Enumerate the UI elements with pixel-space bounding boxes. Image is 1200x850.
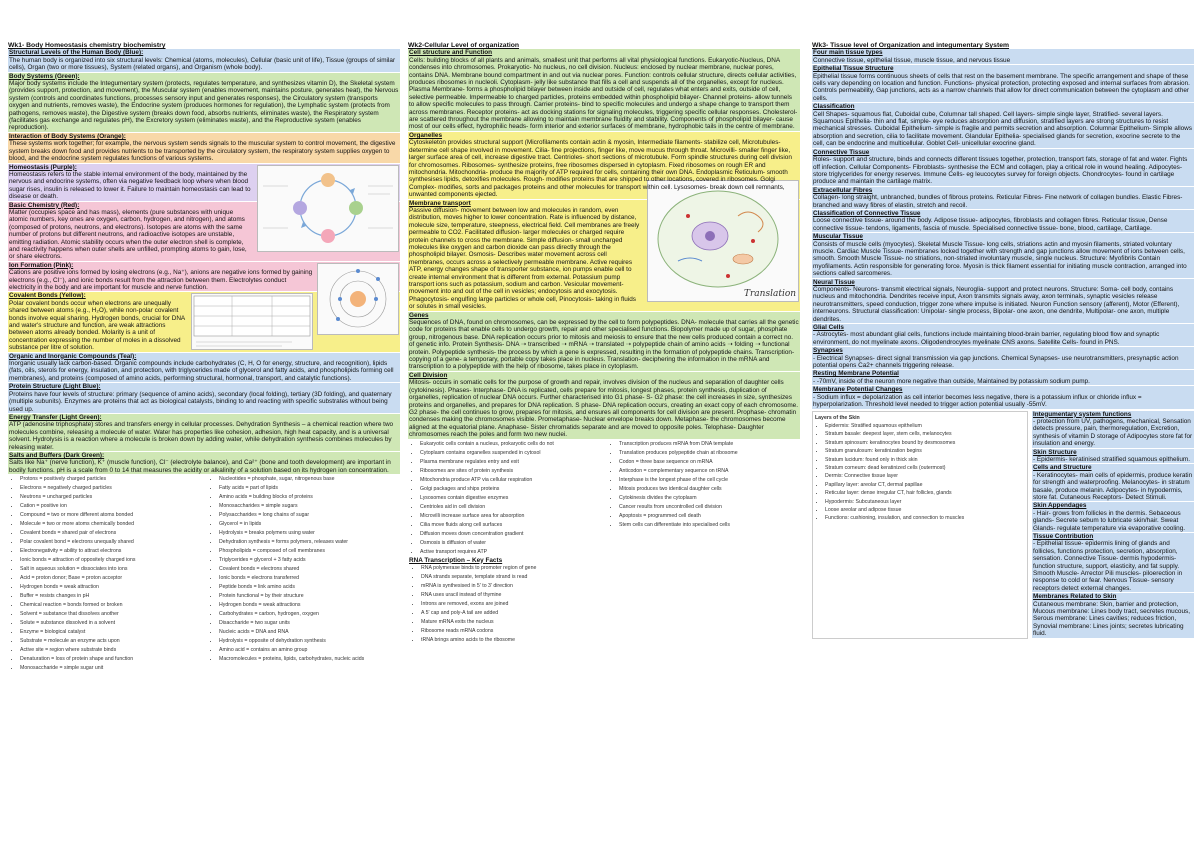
- week2-facts-left: [408, 440, 601, 557]
- list-item: • Reticular layer: dense irregular CT, hair follicles, glands: [825, 489, 1025, 497]
- section-heading: Neural Tissue: [813, 278, 855, 286]
- section-heading: Integumentary system functions: [1033, 410, 1132, 418]
- list-item: • RNA polymerase binds to promoter region of gene: [421, 564, 799, 573]
- list-item: • Mitochondria produce ATP via cellular respiration: [420, 476, 601, 485]
- list-item: • Active transport requires ATP: [420, 548, 601, 557]
- list-item: • Hypodermis: Subcutaneous layer: [825, 498, 1025, 506]
- section-four-main-tissue-types: [812, 49, 1194, 64]
- section-organic-and-inorganic-compounds-teal: [8, 353, 400, 383]
- section-text: Cytoskeleton provides structural support (Microfilaments contain actin & myosin, Intermediate filaments- stabilize cell, Microtubules- determine cell shape involved in movement. Cilia- fine projections, finger like, move mucus through throat. Microvilli- smaller finger like, larger surface area of cell, increase digestive tract. Centrioles- short sections of microtubule. Form spindle structures during cell division for chromosomes. Ribosomes- synthesize proteins, free ribosomes dispersed in cytoplasm. Fixed ribosomes on rough ER and mitochondria. Mitochondria- produce the majority of ATP required for cells, containing their own DNA. Endoplasmic Reticulum- smooth synthesises lipids, detoxifies molecules. Rough- modifies proteins that are shipped to other locations, covered in ribosomes. Golgi Complex- modifies, sorts and packages proteins and other molecules for transport within cell. Lysosomes- break down cell remnants, unwanted components ejected.: [409, 139, 792, 199]
- list-item: • tRNA brings amino acids to the ribosome: [421, 636, 799, 645]
- list-item: • Microvilli increase surface area for absorption: [420, 512, 601, 521]
- section-glial-cells: [812, 324, 1194, 346]
- section-heading: Cells and Structure: [1033, 464, 1092, 472]
- list-item: • Active site = region where substrate binds: [20, 646, 201, 655]
- rna-transcription-box: [408, 557, 800, 645]
- list-item: • Triglycerides = glycerol + 3 fatty acids: [219, 556, 400, 565]
- section-heading: Ion Formation (Pink):: [9, 261, 74, 269]
- week3-title: Wk3- Tissue level of Organization and integumentary System: [812, 42, 1010, 49]
- list-item: • Buffer = resists changes in pH: [20, 592, 201, 601]
- week1-title: Wk1- Body Homeostasis chemistry biochemistry: [8, 42, 166, 49]
- skin-layers-figure: [812, 411, 1028, 639]
- list-item: • Cancer results from uncontrolled cell division: [619, 503, 800, 512]
- list-item: • Acid = proton donor; Base = proton acceptor: [20, 574, 201, 583]
- list-item: • Salt in aqueous solution = dissociates into ions: [20, 565, 201, 574]
- week2-facts-right: [607, 440, 800, 557]
- section-membrane-transport: [408, 200, 800, 311]
- list-item: • Molecule = two or more atoms chemically bonded: [20, 520, 201, 529]
- list-item: • Hydrogen bonds = weak attractions: [219, 601, 400, 610]
- section-body-systems-green: [8, 73, 400, 132]
- list-item: • Nucleotides = phosphate, sugar, nitrogenous base: [219, 475, 400, 484]
- section-text: - Hair- grows from follicles in the dermis. Sebaceous glands- Secrete sebum to lubricate skin/hair. Sweat Glands- regulate temperature via evaporative cooling.: [1033, 509, 1186, 532]
- section-heading: Genes: [409, 311, 429, 319]
- week2-sections: [408, 49, 800, 438]
- section-text: Proteins have four levels of structure: primary (sequence of amino acids), secondary (local folding), tertiary (3D folding), and quaternary (multiple subunits). Enzymes are proteins that act as biological catalysts, binding to and reacting with specific substrates without being used up.: [9, 390, 392, 413]
- list-item: • Cilia move fluids along cell surfaces: [420, 521, 601, 530]
- section-text: The human body is organized into six structural levels: Chemical (atoms, molecules), Cellular (basic unit of life), Tissue (groups of similar cells), Organ (two or more tissues), System (related organs), and Organism (whole body).: [9, 56, 396, 72]
- section-integumentary-system-functions: [1032, 411, 1194, 448]
- list-item: • Ionic bonds = attraction of oppositely charged ions: [20, 556, 201, 565]
- section-heading: Organic and Inorganic Compounds (Teal):: [9, 352, 137, 360]
- list-item: • Mature mRNA exits the nucleus: [421, 618, 799, 627]
- section-heading: Membranes Related to Skin: [1033, 593, 1117, 601]
- list-item: • Hydrolysis = breaks polymers using water: [219, 529, 400, 538]
- list-item: • Anticodon = complementary sequence on tRNA: [619, 467, 800, 476]
- list-item: • Mitosis produces two identical daughter cells: [619, 485, 800, 494]
- list-item: • Transcription produces mRNA from DNA template: [619, 440, 800, 449]
- list-item: • Neutrons = uncharged particles: [20, 493, 201, 502]
- list-item: • Covalent bonds = shared pair of electrons: [20, 529, 201, 538]
- section-text: Mitosis- occurs in somatic cells for the purpose of growth and repair, involves division of the nucleus and separation of daughter cells (cytokinesis). Phases- Interphase- DNA is replicated, cells prepare for mitosis, longest phases, protein synthesis, duplication of organelles, replication of nuclear DNA occurs. Further characterised into G1 phase- S- G2 phase: the cell increases in size, synthesizes proteins and organelles, and prepares for DNA replication. S phase- DNA replication occurs, creating an exact copy of each chromosome. G2 phase- the cell continues to grow, prepares for mitosis, and ensures all components for cell division are present. Prophase- chromatin condenses making the chromosomes visible. Prometaphase- Nuclear envelope breaks down. Metaphase- the chromosomes become aligned at the equatorial plane. Anaphase- Sister chromatids separate and are moved to opposite poles. Telophase- Daughter chromosomes reach the poles and form two new nuclei.: [409, 379, 798, 439]
- list-item: • Apoptosis = programmed cell death: [619, 512, 800, 521]
- section-homeostasis-purple: [8, 164, 400, 201]
- list-item: • Compound = two or more different atoms bonded: [20, 511, 201, 520]
- section-organelles: [408, 132, 800, 199]
- section-connective-tissue: [812, 149, 1194, 186]
- section-heading: Connective Tissue: [813, 148, 870, 156]
- section-resting-membrane-potential: [812, 370, 1194, 385]
- section-heading: Skin Structure: [1033, 448, 1077, 456]
- section-heading: Covalent Bonds (Yellow):: [9, 292, 86, 300]
- section-heading: Body Systems (Green):: [9, 72, 80, 80]
- section-neural-tissue: [812, 279, 1194, 323]
- section-text: Homeostasis refers to the stable internal environment of the body, maintained by the nervous and endocrine systems, often via negative feedback loop where when blood sugar rises, insulin is released to lower it. Failure to maintain homeostasis can lead to disease or death.: [9, 170, 251, 201]
- list-item: • Codon = three base sequence on mRNA: [619, 458, 800, 467]
- section-text: - Epithelial tissue- epidermis lining of glands and follicles, functions protection, secretion, absorption, sensation. Connective Tissue- dermis hypodermis- function structure, support, elasticity, and fat supply. Smooth Muscle- Arrector Pili muscles- piloerection in response to cold or fear. Nervous Tissue- sensory receptors detect external changes.: [1033, 540, 1183, 592]
- list-item: • Cytoplasm contains organelles suspended in cytosol: [420, 449, 601, 458]
- rna-transcription-list: [409, 564, 799, 645]
- section-text: Cations are positive ions formed by losing electrons (e.g., Na⁺), anions are negative ions formed by gaining electrons (e.g., Cl⁻), and ionic bonds result from the attraction between them. Electrolytes conduct electricity in the body and are important for muscle and nerve function.: [9, 269, 313, 291]
- section-text: Collagen- long straight, unbranched, bundles of fibrous proteins. Reticular Fibres- Fine network of collagen bundles. Elastic Fibres- branched and wavy fibres of elastin, stretch and recoil.: [813, 194, 1183, 209]
- section-epithelial-tissue-structure: [812, 65, 1194, 102]
- atom-diagram: [317, 263, 399, 335]
- section-membranes-related-to-skin: [1032, 593, 1194, 637]
- list-item: • Nucleic acids = DNA and RNA: [219, 628, 400, 637]
- section-heading: Classification of Connective Tissue: [813, 209, 921, 217]
- list-item: • Cation = positive ion: [20, 502, 201, 511]
- skin-block: [812, 411, 1194, 639]
- list-item: • Hydrolysis = opposite of dehydration synthesis: [219, 637, 400, 646]
- section-heading: Energy Transfer (Light Green):: [9, 413, 102, 421]
- section-heading: Skin Appendages: [1033, 502, 1087, 510]
- list-item: • Epidermis: Stratified squamous epithelium: [825, 422, 1025, 430]
- week1-sections: [8, 49, 400, 474]
- week1-definition-lists: [8, 475, 400, 673]
- section-text: Epithelial tissue forms continuous sheets of cells that rest on the basement membrane. The specific arrangement and shape of these cells vary depending on location and function. Functions- physical protection, protecting exposed and internal surfaces from abrasion. Controls permeability, Gap junctions, acts as a narrow channels that allow for direct communication between the cytoplasm and other cells.: [813, 72, 1190, 102]
- list-item: • Protons = positively charged particles: [20, 475, 201, 484]
- section-text: - -70mV, inside of the neuron more negative than outside, Maintained by potassium sodium pump.: [813, 377, 1090, 385]
- section-heading: Basic Chemistry (Red):: [9, 201, 80, 209]
- list-item: • Carbohydrates = carbon, hydrogen, oxygen: [219, 610, 400, 619]
- list-item: • Stratum basale: deepest layer, stem cells, melanocytes: [825, 430, 1025, 438]
- list-item: • mRNA is synthesised in 5' to 3' direction: [421, 582, 799, 591]
- list-item: • Stratum corneum: dead keratinized cells (outermost): [825, 464, 1025, 472]
- week2-title: Wk2-Cellular Level of organization: [408, 42, 520, 49]
- section-heading: Membrane transport: [409, 199, 471, 207]
- section-heading: Cell structure and Function: [409, 49, 493, 57]
- skin-figure-title: Layers of the Skin: [815, 414, 860, 421]
- section-muscular-tissue: [812, 233, 1194, 277]
- list-item: • Cytokinesis divides the cytoplasm: [619, 494, 800, 503]
- list-item: • Disaccharide = two sugar units: [219, 619, 400, 628]
- list-item: • Monosaccharide = simple sugar unit: [20, 664, 201, 673]
- column-week3: [812, 42, 1194, 842]
- section-text: - Keratinocytes- main cells of epidermis, produce keratin for strength and waterproofing. Melanocytes- in stratum basale, produce melanin. Adipocytes- in hypodermis, store fat. Cutaneous Receptors- Detect Stimuli.: [1033, 471, 1193, 501]
- section-protein-structure-light-blue: [8, 383, 400, 413]
- section-text: ATP (adenosine triphosphate) stores and transfers energy in cellular processes. Dehydration Synthesis – a chemical reaction where two molecules combine, releasing a molecule of water. Water has properties like cohesion, adhesion, high heat capacity, and is a universal solvent. Hydrolysis is a reaction where a molecule is broken down by adding water, while dehydration synthesis combines molecules by releasing water.: [9, 421, 394, 451]
- section-extracellular-fibres: [812, 187, 1194, 209]
- section-heading: Membrane Potential Changes: [813, 386, 903, 394]
- section-text: - protection from UV, pathogens, mechanical, Sensation detects pressure, pain, thermoregulation, Excretion, synthesis of vitamin D storage of Adipocytes store fat for insulation and energy.: [1033, 417, 1193, 448]
- list-item: • Hydrogen bonds = weak attraction: [20, 583, 201, 592]
- section-classification-of-connective-tissue: [812, 210, 1194, 232]
- list-item: • Centrioles aid in cell division: [420, 503, 601, 512]
- list-item: • Substrate = molecule an enzyme acts upon: [20, 637, 201, 646]
- section-membrane-potential-changes: [812, 386, 1194, 408]
- list-item: • Polar covalent bond = electrons unequally shared: [20, 538, 201, 547]
- section-heading: Structural Levels of the Human Body (Blue):: [9, 49, 144, 57]
- section-heading: Protein Structure (Light Blue):: [9, 383, 101, 391]
- translation-cell-diagram: [647, 180, 799, 302]
- column-week1: [8, 42, 400, 842]
- section-heading: Epithelial Tissue Structure: [813, 65, 894, 73]
- section-structural-levels-of-the-human-body-blue: [8, 49, 400, 71]
- section-text: - Astrocytes- most abundant glial cells, functions include maintaining blood-brain barrier, regulating blood flow and synaptic environment, do not myelinate axons. Oligodendrocytes myelinate CNS axons. Satellite Cells- found in PNS.: [813, 331, 1160, 346]
- section-skin-structure: [1032, 449, 1194, 464]
- list-item: • Monosaccharides = simple sugars: [219, 502, 400, 511]
- list-item: • Covalent bonds = electrons shared: [219, 565, 400, 574]
- section-heading: Resting Membrane Potential: [813, 370, 899, 378]
- section-cells-and-structure: [1032, 464, 1194, 501]
- section-text: Matter (occupies space and has mass), elements (pure substances with unique atomic numbers, key ones are oxygen, carbon, hydrogen, and nitrogen), and atoms (composed of protons, neutrons, and electrons). Isotopes are atoms with the same number of protons but different neutrons, and radioactive isotopes are unstable, emitting radiation. Atomic stability occurs when the outer electron shell is complete, and reactivity happens when outer shells are unfilled, prompting atoms to gain, lose, or share electrons.: [9, 208, 247, 261]
- section-text: - Epidermis- keratinised stratified squamous epithelium.: [1033, 455, 1190, 463]
- week3-sections: [812, 49, 1194, 408]
- rna-transcription-heading: RNA Transcription – Key Facts: [409, 556, 503, 564]
- list-item: • DNA strands separate, template strand is read: [421, 573, 799, 582]
- list-item: • Functions: cushioning, insulation, and connection to muscles: [825, 514, 1025, 522]
- section-heading: Cell Division: [409, 371, 448, 379]
- section-heading: Organelles: [409, 131, 443, 139]
- section-classification: [812, 103, 1194, 147]
- list-item: • Golgi packages and ships proteins: [420, 485, 601, 494]
- list-item: • Enzyme = biological catalyst: [20, 628, 201, 637]
- section-synapses: [812, 347, 1194, 369]
- list-item: • Electrons = negatively charged particles: [20, 484, 201, 493]
- section-text: Sequences of DNA, found on chromosomes, can be expressed by the cell to form polypeptides. DNA- molecule that carries all the genetic code for proteins that enable cells to undergo growth, repair and other specialised functions. Biopolymer made up of sugar, phosphate group, nitrogenous base. DNA replication occurs prior to mitosis and meiosis to ensure that the new cells produced contain a correct no. of genetic info. Protein Synthesis- DNA ➝ transcribed ➝ mRNA ➝ translated ➝ polypeptide chain of amino acids ➝ folding ➝ functional protein. Polypeptide synthesis- the process by which a gene is expressed, resulting in the formation of polypeptide chains. Transcription- copying of a gene- a temporary, portable copy takes place in nucleus. Translation- deciphering the information in the mRNA and transcription to a polypeptide with the help of ribosome, takes place in cytoplasm.: [409, 319, 799, 371]
- section-heading: Homeostasis (Purple):: [9, 163, 77, 171]
- section-text: Roles- support and structure, binds and connects different tissues together, protection, transport fats, storage of fat and water. Fights off infection. Cellular Components- Fibroblasts- synthesise the ECM and collagen, play a critical role in wound healing. Adipocytes- store triglycerides for energy reserves. Immune Cells- eg leucocytes survey for foreign objects. Chondrocytes- found in cartilage produce and maintain the cartilage matrix.: [813, 156, 1188, 186]
- section-text: - Sodium influx = depolarization as cell interior becomes less negative, there is a potassium influx or chloride influx = hyperpolarization. Threshold level needed to trigger action potential usually -55mV.: [813, 393, 1142, 409]
- list-item: • RNA uses uracil instead of thymine: [421, 591, 799, 600]
- homeostasis-cycle-diagram: [257, 165, 399, 252]
- section-heading: Classification: [813, 103, 855, 111]
- list-item: • Macromolecules = proteins, lipids, carbohydrates, nucleic acids: [219, 655, 400, 664]
- week1-definitions-right: [207, 475, 400, 673]
- list-item: • Stem cells can differentiate into specialised cells: [619, 521, 800, 530]
- section-text: Connective tissue, epithelial tissue, muscle tissue, and nervous tissue: [813, 56, 1011, 64]
- list-item: • Ribosomes are sites of protein synthesis: [420, 467, 601, 476]
- list-item: • Lysosomes contain digestive enzymes: [420, 494, 601, 503]
- list-item: • Fatty acids = part of lipids: [219, 484, 400, 493]
- section-text: Cells: building blocks of all plants and animals, smallest unit that performs all vital physiological functions. Eukaryotic-Nucleus, DNA condenses into chromosomes. Prokaryotic- No nucleus, no cell division. Nucleus: enclosed by nuclear membrane, nuclear pores, contains DNA. Membrane bound compartment in and out via nuclear pores. Function: controls cellular structure, directs cellular activities, produces ribosomes in nucleoli. Cytoplasm- jelly like substance that fills a cell and suspends all of the organelles, except for nucleus. Plasma Membrane- forms a phospholipid bilayer between inside and outside of cell, regulates what enters and exits, outside of cell, selective permeable. Impermeable to charged particles, proteins embedded within phospholipid bilayer- Channel proteins- allow tunnels to allow specific molecules to pass through. Carrier proteins- bind to specific molecules and undergo a shape change to transport them across membranes. Receptor proteins- act as docking stations for signaling molecules, triggering specific cellular responses. Cholesterol- are scattered throughout the membrane allowing to maintain membrane fluidity and stability. Components of phospholipid bilayer- cause most of our cells effect, hydrophilic heads- form interior and exterior surfaces of membrane, hydrophobic tails in the centre of membrane.: [409, 56, 798, 131]
- section-energy-transfer-light-green: [8, 414, 400, 451]
- section-text: These systems work together; for example, the nervous system sends signals to the muscular system to control movement, the digestive system breaks down food and provides nutrients to be transported by the circulatory system, the respiratory system supplies oxygen to blood, and the endocrine system regulates functions of various systems.: [9, 140, 396, 163]
- week2-fact-lists: [408, 440, 800, 557]
- skin-figure-list: [815, 422, 1025, 523]
- list-item: • Dermis: Connective tissue layer: [825, 472, 1025, 480]
- list-item: • Electronegativity = ability to attract electrons: [20, 547, 201, 556]
- section-text: Components- Neurons- transmit electrical signals, Neuroglia- support and protect neurons. Structure: Soma- cell body, contains nucleus and mitochondria. Dendrites receive input, Axon transmits signals away, axon terminals, synaptic vesicles release neurotransmitters, speed conduction, trigger zone where impulse is initiated. Neuron Function sensory (afferent), Motor (Efferent), interneurons. Structural classification: Unipolar- single process, Bipolar- one axon, one dendrite, Multipolar- one axon, multiple dendrites.: [813, 286, 1180, 323]
- ph-table-figure: [191, 293, 313, 350]
- list-item: • Introns are removed, exons are joined: [421, 600, 799, 609]
- section-text: - Electrical Synapses- direct signal transmission via gap junctions. Chemical Synapses- use neurotransmitters, presynaptic action potential opens Ca2+ channels triggering release.: [813, 354, 1179, 370]
- list-item: • Solute = substance dissolved in a solvent: [20, 619, 201, 628]
- list-item: • Phospholipids = composed of cell membranes: [219, 547, 400, 556]
- list-item: • A 5' cap and poly-A tail are added: [421, 609, 799, 618]
- section-text: Inorganic usually lack carbon-based. Organic compounds include carbohydrates (C, H, O for energy, structure, and recognition), lipids (fats, oils, sterols for energy, insulation, and protection, with triglycerides made of glycerol and fatty acids, and phospholipids forming cell membranes), and proteins (composed of amino acids, performing structural, hormonal, transport, and catalytic functions).: [9, 360, 394, 382]
- list-item: • Protein functional = by their structure: [219, 592, 400, 601]
- list-item: • Glycerol = in lipids: [219, 520, 400, 529]
- section-text: Passive diffusion- movement between low and molecules in random, even distribution, moves higher to lower concentration. Rate is influenced by distance, molecule size, temperature, steepness, electrical field. Cell membranes are freely permeable to CO2. Facilitated diffusion- larger molecules or charged require protein channels to cross the membrane. Simple diffusion- small uncharged molecules like oxygen and carbon dioxide can pass directly through the phospholipid bilayer. Osmosis- Describes water movement across cell membranes, occurs across a selectively permeable membrane. Active requires ATP, energy changes shape of transporter substance, ion pumps enable cell to create internal environment that is different from external. Potassium pump transport ions such as potassium, sodium and carbon. Vesicular movement- movement into and out of the cell in vesicles; endocytosis and exocytosis. Phagocytosis- engulfing large particles or whole cell, Pinocytosis- taking in fluids or solutes in small vesicles.: [409, 206, 640, 311]
- section-text: Polar covalent bonds occur when electrons are unequally shared between atoms (e.g., H₂O), while non-polar covalent bonds involve equal sharing. Hydrogen bonds, crucial for DNA and water's structure and function, are weak attractions between atoms already bonded. Molarity is a unit of concentration expressing the number of moles in a dissolved substance per litre of solution.: [9, 299, 185, 352]
- section-skin-appendages: [1032, 502, 1194, 532]
- section-heading: Tissue Contribution: [1033, 533, 1094, 540]
- section-text: Cell Shapes- squamous flat, Cuboidal cube, Columnar tall shaped. Cell layers- simple single layer, Stratified- several layers. Squamous Epithelia- thin and flat, simple- eye reduces absorption and diffusion, stratified layers are strong structures to resist mechanical stresses. Cuboidal Epithelium- simple is fragile and permits secretion and absorption. Columnar Epithelium- Simple allows absorption and secretion, cilia to facilitate movement. Glandular Epithelia- specialised glands for secretion, exocrine secrete to the cell, can be endocrine and multicellular. Goblet Cell- unicellular exocrine gland.: [813, 110, 1192, 148]
- list-item: • Stratum spinosum: keratinocytes bound by desmosomes: [825, 439, 1025, 447]
- list-item: • Solvent = substance that dissolves another: [20, 610, 201, 619]
- list-item: • Translation produces polypeptide chain at ribosome: [619, 449, 800, 458]
- section-cell-division: [408, 372, 800, 439]
- list-item: • Stratum granulosum: keratinization begins: [825, 447, 1025, 455]
- list-item: • Ionic bonds = electrons transferred: [219, 574, 400, 583]
- section-cell-structure-and-function: [408, 49, 800, 130]
- section-tissue-contribution: [1032, 533, 1194, 592]
- translation-figure-label: Translation: [744, 288, 797, 299]
- section-heading: Synapses: [813, 347, 843, 355]
- list-item: • Amino acid = contains an amino group: [219, 646, 400, 655]
- list-item: • Papillary layer: areolar CT, dermal papillae: [825, 481, 1025, 489]
- list-item: • Loose areolar and adipose tissue: [825, 506, 1025, 514]
- list-item: • Plasma membrane regulates entry and exit: [420, 458, 601, 467]
- section-heading: Salts and Buffers (Dark Green):: [9, 451, 105, 459]
- week1-definitions-left: [8, 475, 201, 673]
- section-salts-and-buffers-dark-green: [8, 452, 400, 474]
- section-text: Salts like Na⁺ (nerve function), K⁺ (muscle function), Cl⁻ (electrolyte balance), and Ca²⁺ (bone and tooth development) are important in bodily functions. pH is a scale from 0 to 14 that measures the acidity or alkalinity of a solution based on its hydrogen ion concentration.: [9, 459, 391, 474]
- section-heading: Four main tissue types: [813, 49, 883, 57]
- list-item: • Amino acids = building blocks of proteins: [219, 493, 400, 502]
- section-heading: Interaction of Body Systems (Orange):: [9, 132, 126, 140]
- section-interaction-of-body-systems-orange: [8, 133, 400, 163]
- section-text: Loose connective tissue- around the body. Adipose tissue- adipocytes, fibroblasts and collagen fibres. Reticular tissue, Dense connective tissue- tendons, ligaments, fascia of muscle. Specialised connective tissue- bone, blood, cartilage, Cartilage.: [813, 217, 1168, 232]
- list-item: • Dehydration synthesis = forms polymers, releases water: [219, 538, 400, 547]
- list-item: • Stratum lucidum: found only in thick skin: [825, 456, 1025, 464]
- list-item: • Diffusion moves down concentration gradient: [420, 530, 601, 539]
- section-heading: Extracellular Fibres: [813, 186, 873, 194]
- list-item: • Peptide bonds = link amino acids: [219, 583, 400, 592]
- section-text: Major body systems include the Integumentary system (protects, regulates temperature, and synthesizes vitamin D), the Skeletal system (provides support, protection, and movement), the Muscular system (enables movement, maintains posture, generates heat), the Nervous system (controls and coordinates functions, processes sensory input and generates responses), the Circulatory system (transports oxygen and nutrients, removes waste), the Endocrine system (produces hormones for regulation), the Lymphatic system (protects from pathogens, removes waste), the Digestive system (breaks down food, absorbs nutrients, eliminates waste), the Respiratory system (facilitates gas exchange and regulates pH), the Excretory system (eliminates waste), and the Reproductive system (enables reproduction).: [9, 80, 399, 132]
- list-item: • Eukaryotic cells contain a nucleus, prokaryotic cells do not: [420, 440, 601, 449]
- section-ion-formation-pink: [8, 262, 400, 292]
- list-item: • Polysaccharides = long chains of sugar: [219, 511, 400, 520]
- list-item: • Osmosis is diffusion of water: [420, 539, 601, 548]
- list-item: • Chemical reaction = bonds formed or broken: [20, 601, 201, 610]
- section-heading: Muscular Tissue: [813, 233, 863, 241]
- section-text: Cutaneous membrane: Skin, barrier and protection, Mucous membrane: Lines body tract, secretes mucous, Serous membrane: Lines cavities; reduces friction, Synovial membrane: Lines joints; secretes lubricating fluid.: [1033, 600, 1190, 638]
- section-genes: [408, 312, 800, 371]
- list-item: • Ribosome reads mRNA codons: [421, 627, 799, 636]
- list-item: • Interphase is the longest phase of the cell cycle: [619, 476, 800, 485]
- column-week2: [408, 42, 800, 842]
- list-item: • Denaturation = loss of protein shape and function: [20, 655, 201, 664]
- skin-text-sections: [1032, 411, 1194, 639]
- section-text: Consists of muscle cells (myocytes). Skeletal Muscle Tissue- long cells, striations actin and myosin filaments, striated voluntary muscle. Cardiac Muscle Tissue- membranes locked together with strength and gap junctions allow movement of ions between cells, smooth. Smooth Muscle Tissue- no striations, non-striated involuntary muscle, single nucleus. Structure: Myofibrils Contain myofilaments. Actin responsible for generating force. Myosin is thick filament essential for initiating muscle contraction, arranged into sections called sarcomeres.: [813, 240, 1187, 278]
- section-heading: Glial Cells: [813, 324, 844, 332]
